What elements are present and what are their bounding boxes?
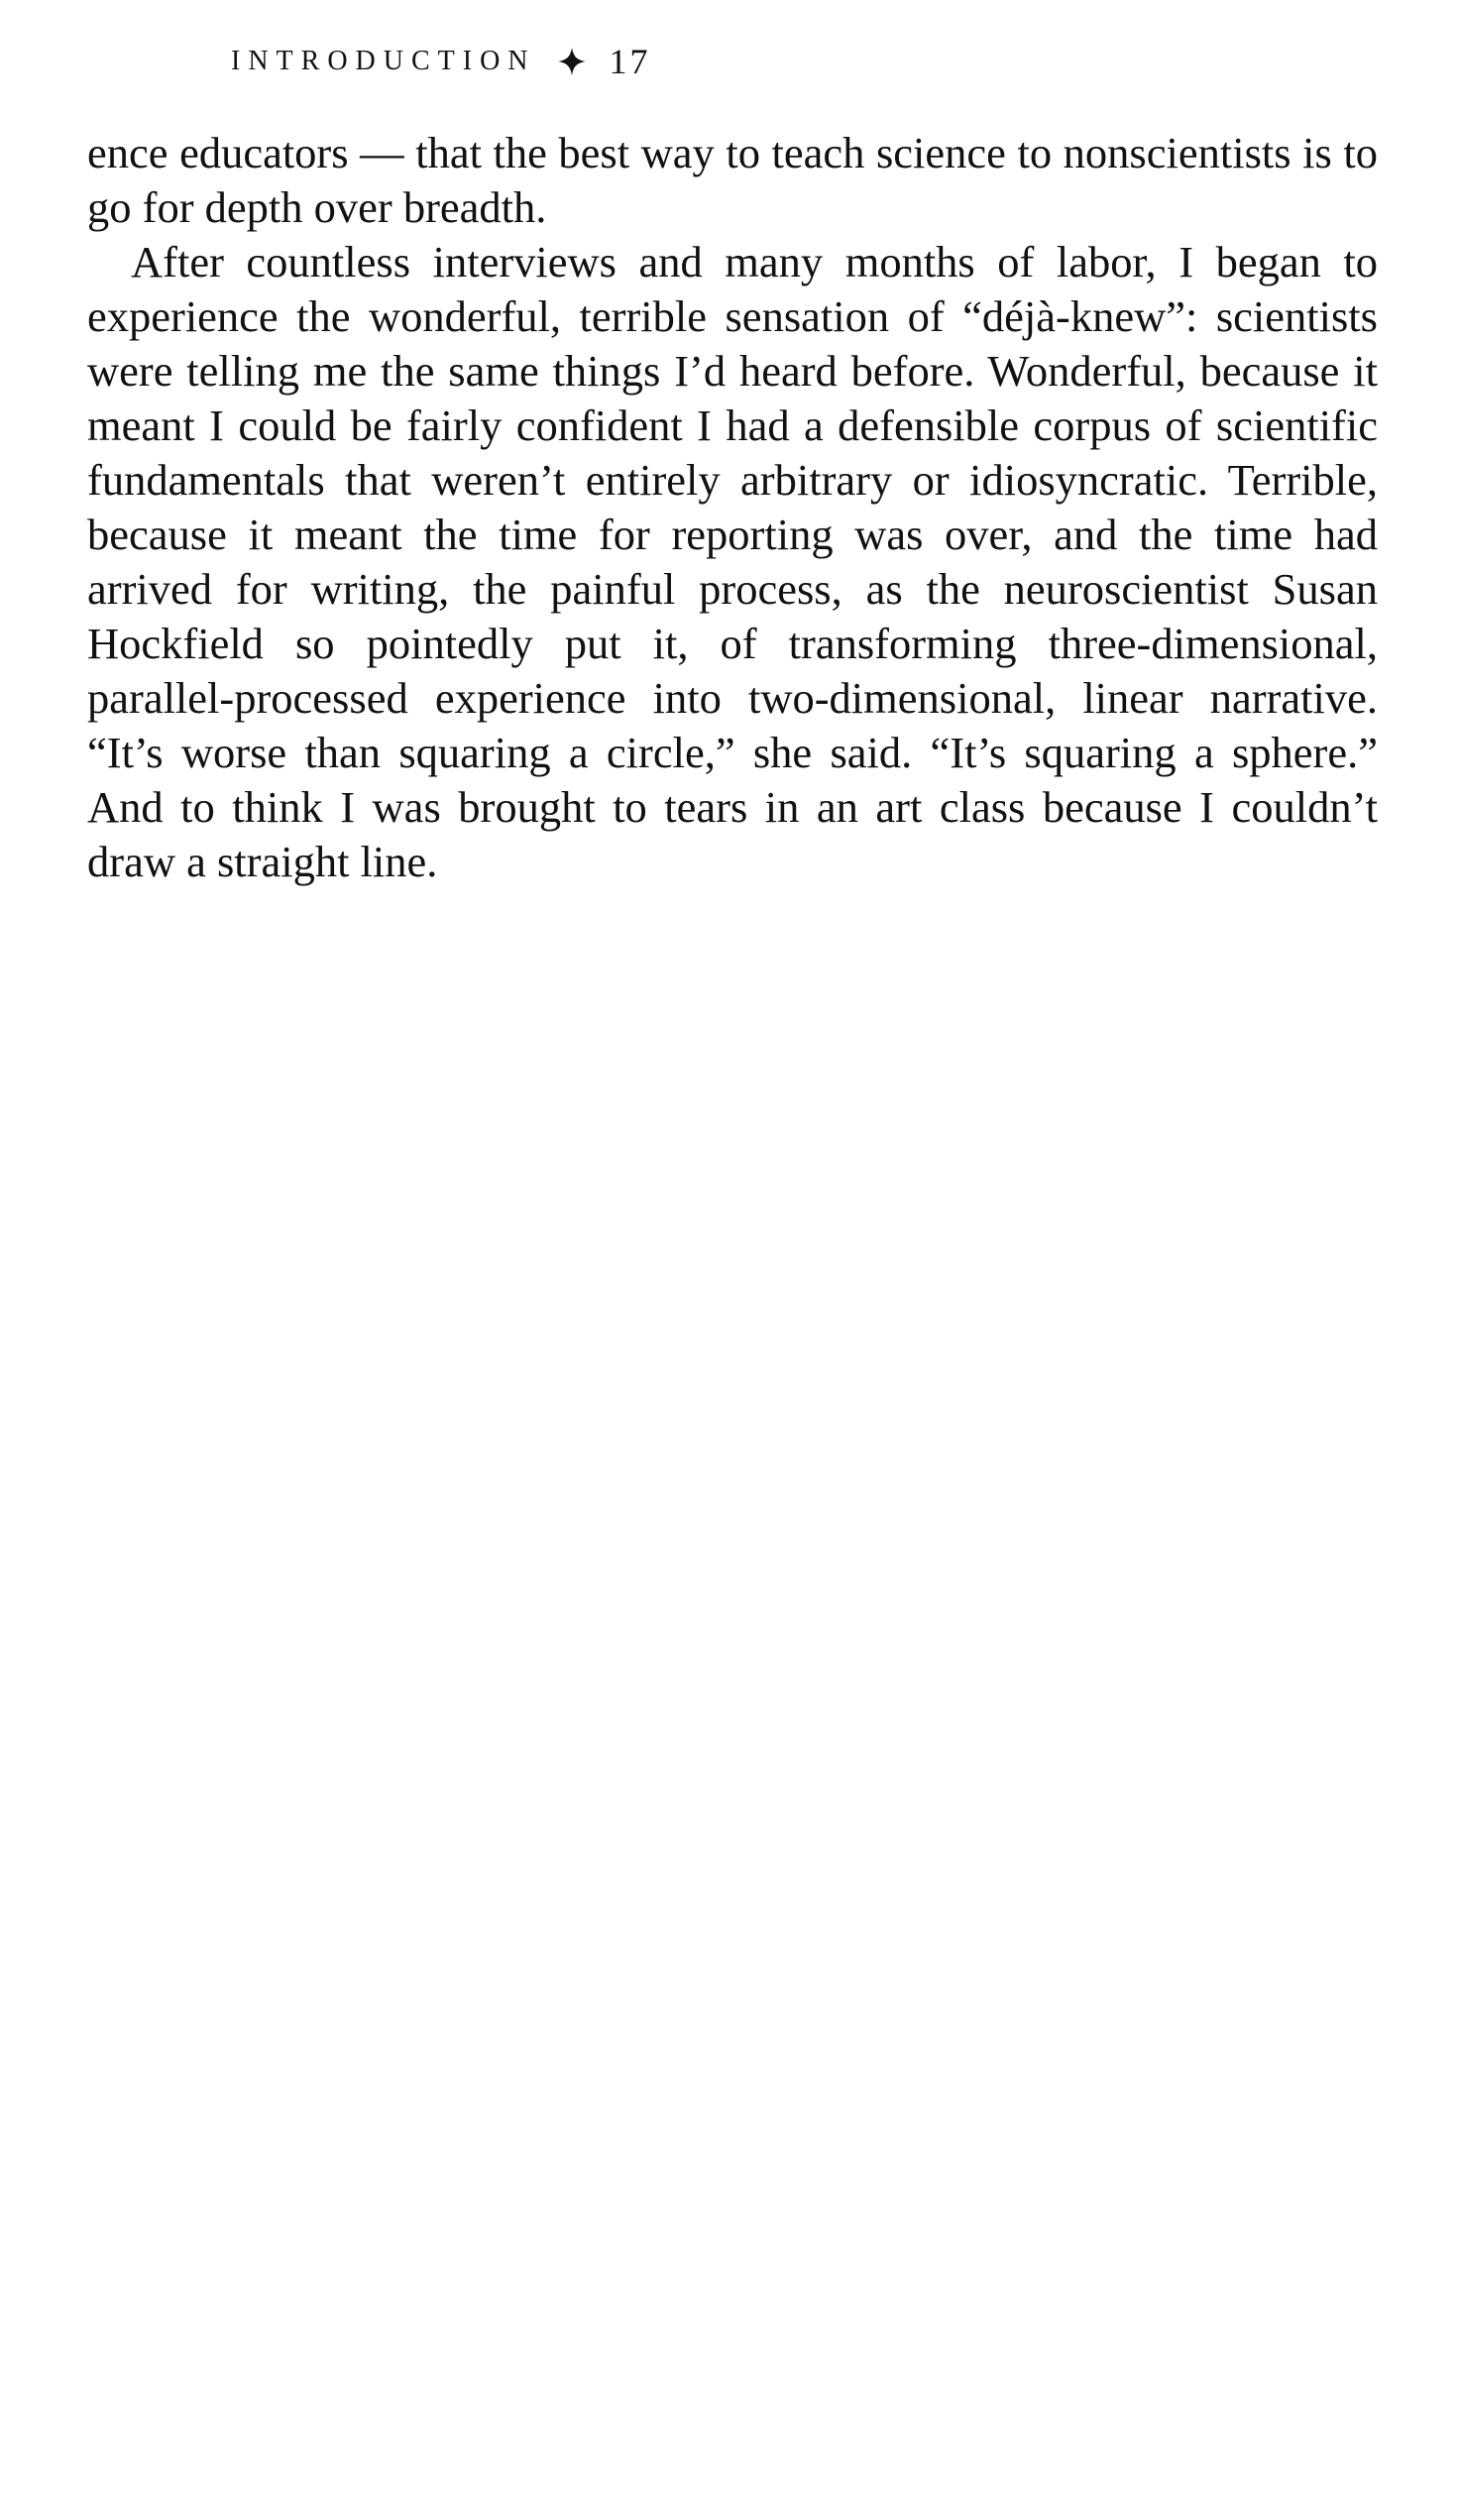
body-text xyxy=(87,126,1378,889)
paragraph-continuation: ence educators — that the best way to teach science to nonscientists is to go for depth over breadth. xyxy=(87,128,1378,232)
running-head-section: INTRODUCTION xyxy=(231,46,536,76)
four-pointed-star-icon xyxy=(556,46,588,77)
paragraph: After countless interviews and many months of labor, I began to experience the wonderful, terrible sensation of “déjà-knew”: scientists were telling me the same things I’d heard before. Wonderful, because it meant I could be fairly confident I had a defensible corpus of scientific fundamentals that weren’t entirely arbitrary or idiosyncratic. Terrible, because it meant the time for reporting was over, and the time had arrived for writing, the painful process, as the neuroscientist Susan Hockfield so pointedly put it, of transforming three-dimensional, parallel-processed experience into two-dimensional, linear narrative. “It’s worse than squaring a circle,” she said. “It’s squaring a sphere.” And to think I was brought to tears in an art class because I couldn’t draw a straight line. xyxy=(87,237,1378,886)
running-head xyxy=(231,38,651,85)
page-number: 17 xyxy=(609,42,651,81)
